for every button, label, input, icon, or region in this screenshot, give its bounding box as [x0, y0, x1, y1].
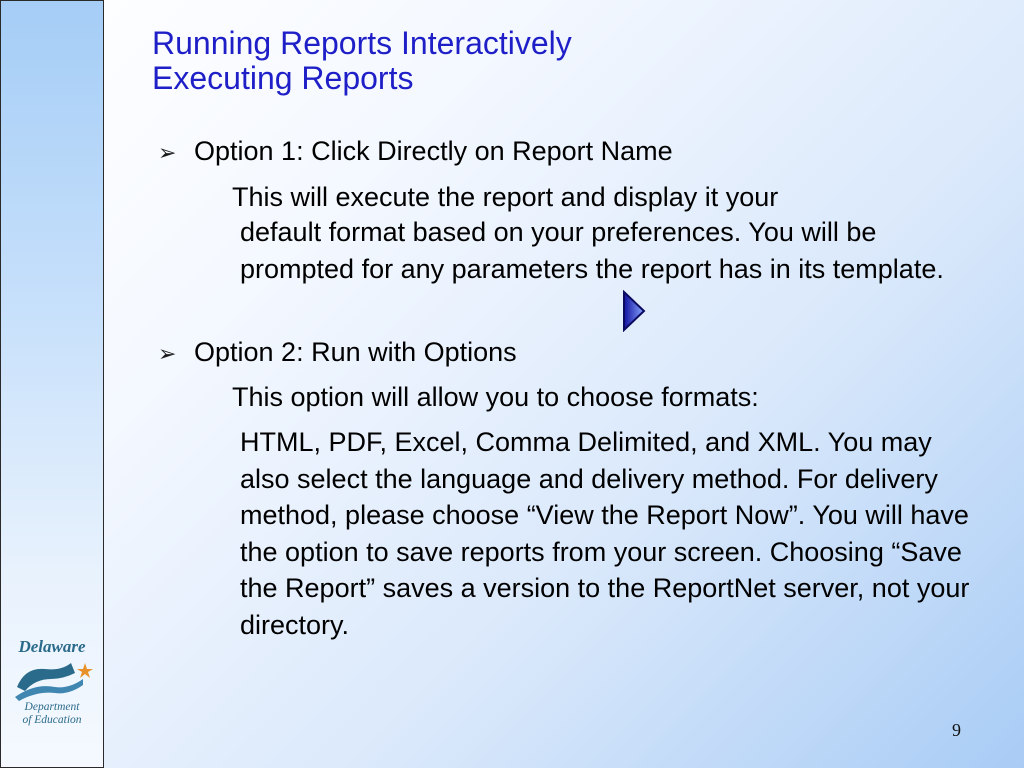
delaware-doe-logo: [9, 637, 95, 737]
bullet-arrow-icon: ➢: [158, 140, 177, 165]
page-number: 9: [952, 720, 961, 740]
star-icon: [77, 663, 93, 678]
pointer-arrow-icon: [622, 290, 646, 332]
left-sidebar-panel: [0, 0, 104, 768]
option2-heading: Option 2: Run with Options: [194, 337, 517, 367]
logo-dept-line2: of Education: [22, 714, 82, 726]
option2-intro: This option will allow you to choose formats:: [232, 382, 759, 412]
option1-intro: This will execute the report and display it your: [232, 182, 779, 212]
logo-dept-line1: Department: [24, 701, 80, 713]
title-line2: Executing Reports: [152, 60, 414, 96]
slide-title: [152, 26, 572, 96]
option1-heading: Option 1: Click Directly on Report Name: [194, 136, 673, 166]
option1-body: default format based on your preferences. You will be prompted for any parameters the report has in its template.: [240, 217, 944, 284]
logo-department-text: [9, 701, 95, 727]
title-line1: Running Reports Interactively: [152, 25, 572, 61]
bullet-arrow-icon: ➢: [158, 341, 177, 366]
state-outline-icon: [11, 657, 93, 701]
option2-body: HTML, PDF, Excel, Comma Delimited, and XML. You may also select the language and delivery method. For delivery method, please choose “View the Report Now”. You will have the option to save reports from your screen. Choosing “Save the Report” saves a version to the ReportNet server, not your directory.: [240, 427, 970, 640]
logo-state-name: Delaware: [18, 637, 86, 656]
